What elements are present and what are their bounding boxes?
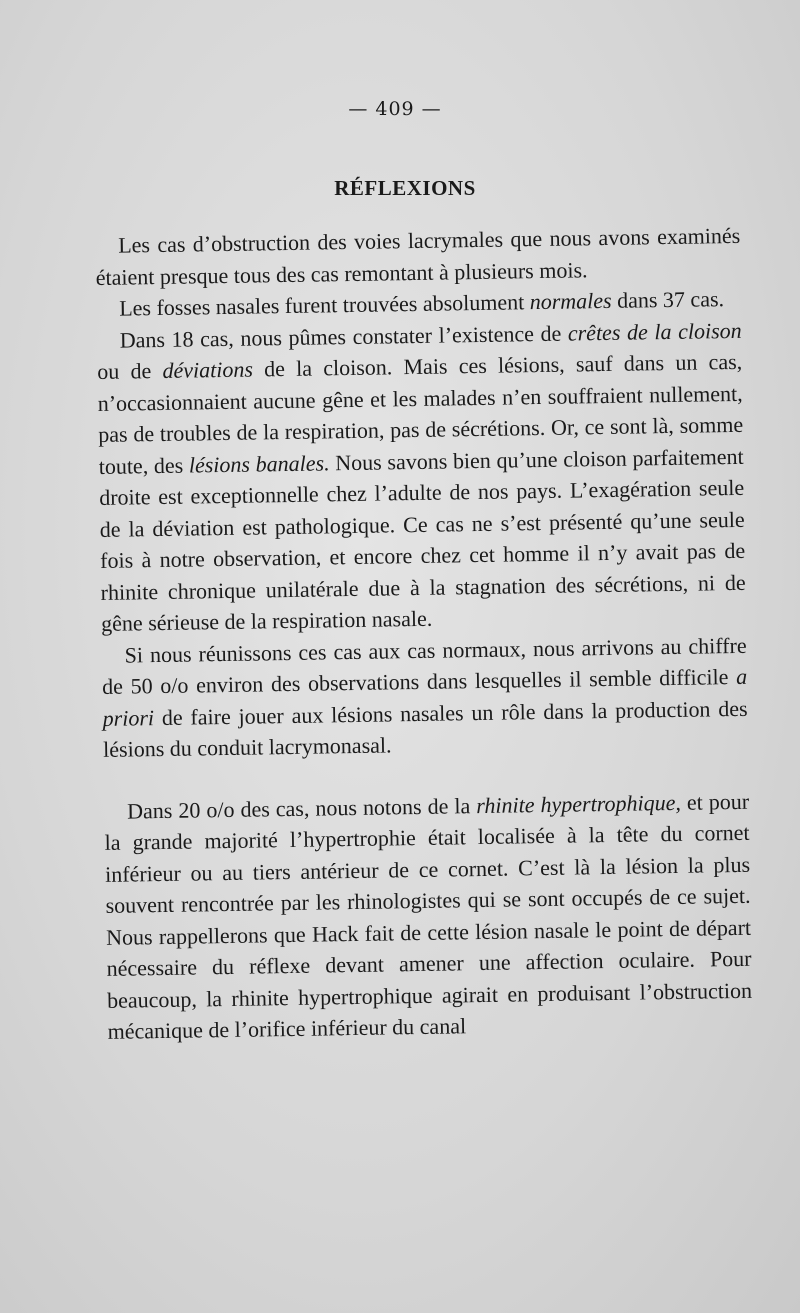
italic-phrase: lésions banales. (188, 449, 330, 478)
italic-phrase: normales (529, 287, 612, 315)
paragraph (95, 220, 741, 293)
italic-phrase: déviations (162, 356, 254, 383)
text-run: ou de (97, 357, 163, 384)
text-run: de la cloison. Mais ces lésions, sauf dans un cas, n’occasionnaient aucune gêne et les malades n’en souffraient nullement, pas de troubles de la respiration, pas de sécrétions. Or, ce sont là, somme toute, des (97, 348, 744, 479)
text-run: Dans 20 o/o des cas, nous notons de la (126, 792, 477, 824)
page-number: — 409 — (348, 98, 442, 120)
text-run: dans 37 cas. (611, 286, 725, 313)
text-run: Si nous réunissons ces cas aux cas normaux, nous arrivons au chiffre de 50 o/o environ des observations dans lesquelles il semble difficile (101, 632, 747, 699)
italic-phrase: crêtes de la cloison (567, 317, 742, 346)
text-run: et pour la grande majorité l’hypertrophie était localisée à la tête du cornet inférieur ou au tiers antérieur de ce cornet. C’est là la lésion la plus souvent rencontrée par les rhinologistes qui se sont occupés de ce sujet. Nous rappellerons que Hack fait de cette lésion nasale le point de départ nécessaire du réflexe devant amener une affection oculaire. Pour beaucoup, la rhinite hypertrophique agirait en produisant l’obstruction mécanique de l’orifice inférieur du canal (104, 788, 753, 1044)
paragraph (104, 785, 753, 1047)
italic-phrase: a priori (102, 663, 748, 731)
body-text (95, 220, 753, 1048)
text-run: Les fosses nasales furent trouvées absolument (119, 289, 530, 321)
paragraph (96, 314, 746, 639)
paragraph (101, 629, 748, 765)
text-run: Nous savons bien qu’une cloison parfaitement droite est exceptionnelle chez l’adulte de nos pays. L’exagération seule de la déviation est pathologique. Ce cas ne s’est présenté qu’une seule fois à notre observation, et encore chez cet homme il n’y avait pas de rhinite chronique unilatérale due à la stagnation des sécrétions, ni de gêne sérieuse de la respiration nasale. (99, 443, 746, 636)
section-heading: RÉFLEXIONS (334, 176, 476, 200)
text-run: Les cas d’obstruction des voies lacrymales que nous avons examinés étaient presque tous des cas remontant à plusieurs mois. (95, 222, 741, 290)
text-run: Dans 18 cas, nous pûmes constater l’existence de (119, 320, 569, 353)
text-run: de faire jouer aux lésions nasales un rôle dans la production des lésions du conduit lacrymonasal. (102, 695, 748, 762)
italic-phrase: rhinite hypertrophique, (476, 789, 682, 818)
